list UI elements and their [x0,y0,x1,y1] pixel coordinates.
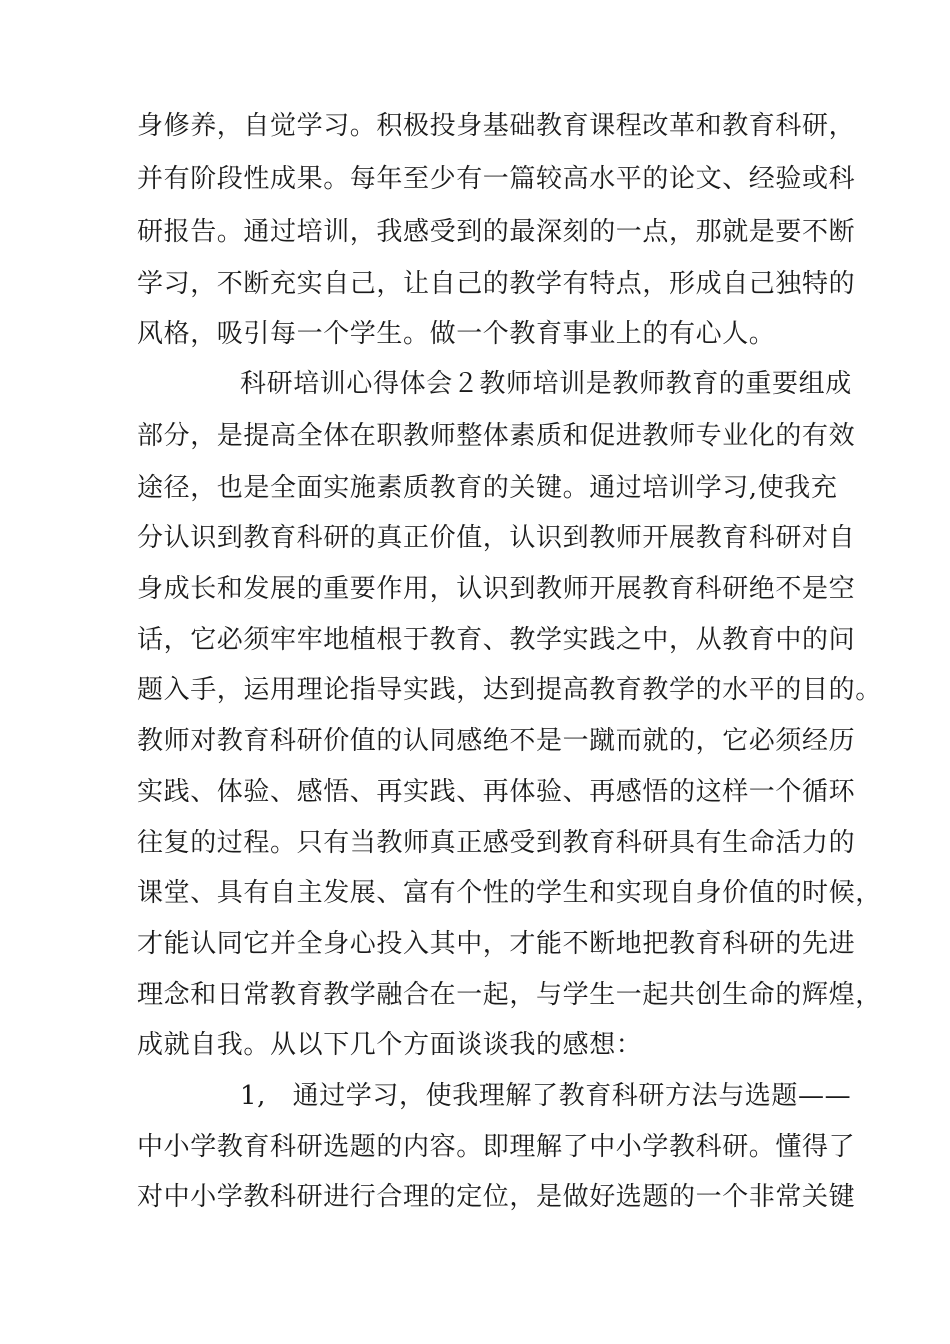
text-line: 题入手，运用理论指导实践，达到提高教育教学的水平的目的。 [137,675,882,705]
text-line: 风格，吸引每一个学生。做一个教育事业上的有心人。 [137,319,776,349]
text-line: 课堂、具有自主发展、富有个性的学生和实现自身价值的时候， [137,878,882,908]
text-line: 成就自我。从以下几个方面谈谈我的感想： [137,1030,643,1060]
text-line: 话，它必须牢牢地植根于教育、教学实践之中，从教育中的问 [137,625,856,655]
text-line: 才能认同它并全身心投入其中，才能不断地把教育科研的先进 [137,929,856,959]
text-line: 理念和日常教育教学融合在一起，与学生一起共创生命的辉煌， [137,980,882,1010]
text-line: 对中小学教科研进行合理的定位，是做好选题的一个非常关键 [137,1182,856,1212]
paragraph-first-line: 科研培训心得体会２教师培训是教师教育的重要组成 [240,369,852,399]
text-line: 途径，也是全面实施素质教育的关键。通过培训学习,使我充 [137,473,838,503]
text-line: 研报告。通过培训，我感受到的最深刻的一点，那就是要不断 [137,217,856,247]
text-line: 部分，是提高全体在职教师整体素质和促进教师专业化的有效 [137,421,856,451]
text-line: 分认识到教育科研的真正价值，认识到教师开展教育科研对自 [137,523,856,553]
text-line: 身成长和发展的重要作用，认识到教师开展教育科研绝不是空 [137,574,856,604]
text-line: 学习，不断充实自己，让自己的教学有特点，形成自己独特的 [137,269,856,299]
text-line: 并有阶段性成果。每年至少有一篇较高水平的论文、经验或科 [137,164,856,194]
text-line: 往复的过程。只有当教师真正感受到教育科研具有生命活力的 [137,828,856,858]
numbered-item-first-line: 1, 通过学习，使我理解了教育科研方法与选题—— [240,1081,852,1111]
text-line: 实践、体验、感悟、再实践、再体验、再感悟的这样一个循环 [137,777,856,807]
text-line: 身修养，自觉学习。积极投身基础教育课程改革和教育科研， [137,111,856,141]
text-line: 教师对教育科研价值的认同感绝不是一蹴而就的，它必须经历 [137,726,856,756]
text-line: 中小学教育科研选题的内容。即理解了中小学教科研。懂得了 [137,1132,856,1162]
